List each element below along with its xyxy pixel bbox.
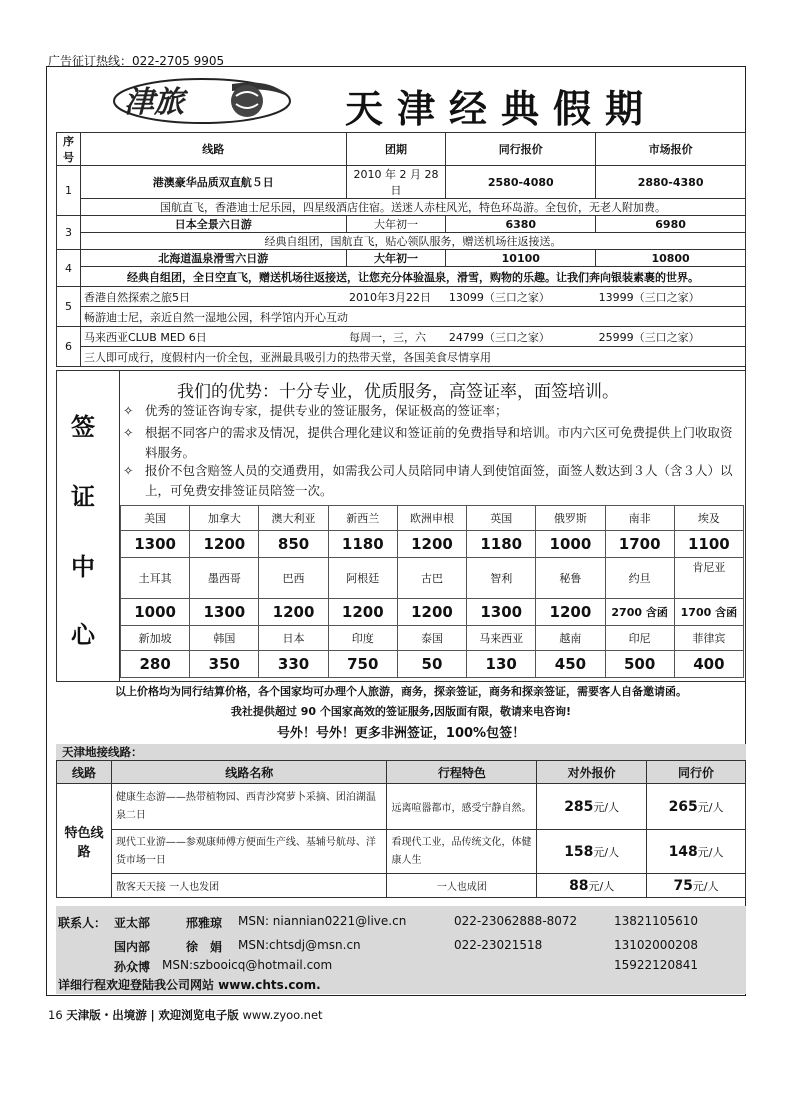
visa-bullet — [123, 401, 735, 421]
contact-dept: 亚太部 — [114, 916, 151, 930]
visa-price: 450 — [536, 651, 605, 678]
local-route-table — [56, 760, 746, 898]
contact-msn[interactable]: MSN: niannian0221@live.cn — [238, 914, 407, 928]
local-route-name: 现代工业游——参观康师傅方便面生产线、基辅号航母、洋货市场一日 — [111, 830, 387, 874]
tour-no: 6 — [57, 327, 81, 367]
visa-price: 400 — [674, 651, 743, 678]
visa-price: 1200 — [536, 599, 605, 626]
local-route-row — [57, 874, 746, 898]
visa-price: 1180 — [328, 531, 397, 558]
local-peer-price: 265元/人 — [647, 784, 746, 830]
visa-price: 1200 — [397, 599, 466, 626]
local-route-feature: 远离喧嚣都市，感受宁静自然。 — [387, 784, 537, 830]
visa-side-char: 心 — [71, 621, 95, 649]
page-title: 天津经典假期 — [345, 86, 658, 131]
tour-market-price: 25999（三口之家） — [596, 327, 746, 347]
local-route-feature: 一人也成团 — [387, 874, 537, 898]
country-name: 阿根廷 — [328, 558, 397, 599]
contact-msn[interactable]: MSN:szbooicq@hotmail.com — [162, 958, 333, 972]
country-name: 古巴 — [397, 558, 466, 599]
country-name: 韩国 — [190, 626, 259, 651]
tour-no: 5 — [57, 287, 81, 327]
tour-route: 日本全景六日游 — [80, 216, 346, 233]
visa-price: 1000 — [536, 531, 605, 558]
country-name: 英国 — [467, 506, 536, 531]
visa-price: 280 — [121, 651, 190, 678]
tour-route: 港澳豪华品质双直航５日 — [80, 166, 346, 199]
local-header: 同行价 — [647, 761, 746, 784]
tour-route: 北海道温泉滑雪六日游 — [80, 250, 346, 267]
local-routes-heading: 天津地接线路： — [56, 744, 746, 760]
visa-price: 1200 — [397, 531, 466, 558]
visa-note — [56, 682, 746, 722]
country-name: 埃及 — [674, 506, 743, 531]
contact-website[interactable]: 详细行程欢迎登陆我公司网站 www.chts.com. — [58, 978, 321, 992]
tour-desc: 畅游迪士尼，亲近自然一湿地公园，科学馆内开心互动 — [80, 307, 745, 327]
diamond-bullet-icon: ✧ — [123, 463, 134, 478]
tour-market-price: 2880-4380 — [596, 166, 746, 199]
country-name: 墨西哥 — [190, 558, 259, 599]
visa-note-line: 以上价格均为同行结算价格，各个国家均可办理个人旅游，商务，探亲签证，商务和探亲签证，需要客人自备邀请函。 — [115, 685, 687, 698]
tour-peer-price: 13099（三口之家） — [446, 287, 596, 307]
visa-price: 1100 — [674, 531, 743, 558]
tour-peer-price: 2580-4080 — [446, 166, 596, 199]
tour-desc: 三人即可成行，度假村内一价全包，亚洲最具吸引力的热带天堂，各国美食尽情享用 — [80, 347, 745, 367]
tour-no: 4 — [57, 250, 81, 287]
tour-date: 每周一，三，六 — [346, 327, 446, 347]
header-date: 团期 — [346, 133, 446, 166]
local-route-name: 健康生态游——热带植物园、西青沙窝萝卜采摘、团泊湖温泉二日 — [111, 784, 387, 830]
visa-bullet-text: 报价不包含赔签人员的交通费用，如需我公司人员陪同申请人到使馆面签，面签人数达到３人（含３人）以上，可免费安排签证员陪签一次。 — [145, 463, 733, 498]
local-header: 线路 — [57, 761, 112, 784]
country-name: 美国 — [121, 506, 190, 531]
contact-tel: 022-23021518 — [454, 938, 543, 952]
tour-desc: 国航直飞，香港迪士尼乐园，四星级酒店住宿。送迷人赤柱风光，特色环岛游。全包价，无老人附加费。 — [80, 199, 745, 216]
local-category: 特色线路 — [57, 784, 112, 898]
country-name: 欧洲申根 — [397, 506, 466, 531]
visa-price: 1200 — [190, 531, 259, 558]
tour-route: 香港自然探索之旅5日 — [80, 287, 346, 307]
local-public-price: 88元/人 — [537, 874, 647, 898]
footer-section: 天津版・出境游 — [66, 1008, 147, 1022]
header-route: 线路 — [80, 133, 346, 166]
visa-bullet — [123, 423, 735, 463]
visa-price: 330 — [259, 651, 328, 678]
visa-bullet-text: 优秀的签证咨询专家，提供专业的签证服务，保证极高的签证率； — [145, 403, 508, 418]
tour-route: 马来西亚CLUB MED 6日 — [80, 327, 346, 347]
header-peer-price: 同行报价 — [446, 133, 596, 166]
country-name: 南非 — [605, 506, 674, 531]
visa-note-line: 我社提供超过 90 个国家高效的签证服务,因版面有限，敬请来电咨询! — [230, 705, 572, 718]
visa-price: 50 — [397, 651, 466, 678]
country-name: 新西兰 — [328, 506, 397, 531]
tour-desc: 经典自组团，国航直飞，贴心领队服务，赠送机场往返接送。 — [80, 233, 745, 250]
diamond-bullet-icon: ✧ — [123, 425, 134, 440]
local-public-price: 158元/人 — [537, 830, 647, 874]
tour-date: 2010年3月22日 — [346, 287, 446, 307]
country-name: 印尼 — [605, 626, 674, 651]
contact-msn[interactable]: MSN:chtsdj@msn.cn — [238, 938, 361, 952]
visa-price: 850 — [259, 531, 328, 558]
visa-price: 750 — [328, 651, 397, 678]
contact-mobile: 15922120841 — [614, 958, 698, 972]
visa-price: 1700 — [605, 531, 674, 558]
country-name: 印度 — [328, 626, 397, 651]
country-name: 澳大利亚 — [259, 506, 328, 531]
tour-row — [57, 216, 746, 233]
tour-header-row — [57, 133, 746, 166]
visa-price: 1000 — [121, 599, 190, 626]
visa-price: 2700 含函 — [605, 599, 674, 626]
footer-url[interactable]: www.zyoo.net — [242, 1008, 323, 1022]
contact-mobile: 13102000208 — [614, 938, 698, 952]
contact-dept: 国内部 — [114, 940, 151, 954]
visa-price: 1300 — [121, 531, 190, 558]
visa-side-char: 中 — [71, 553, 95, 581]
tour-date: 大年初一 — [346, 216, 446, 233]
country-name: 俄罗斯 — [536, 506, 605, 531]
tour-table — [56, 132, 746, 367]
local-route-row — [57, 784, 746, 830]
tour-peer-price: 10100 — [446, 250, 596, 267]
local-header: 行程特色 — [387, 761, 537, 784]
country-name: 新加坡 — [121, 626, 190, 651]
contact-block — [56, 906, 746, 994]
visa-bullet-text: 根据不同客户的需求及情况，提供合理化建议和签证前的免费指导和培训。市内六区可免费提供上门收取资料服务。 — [145, 425, 733, 460]
country-name: 巴西 — [259, 558, 328, 599]
contact-tel: 022-23062888-8072 — [454, 914, 578, 928]
visa-side-char: 证 — [71, 483, 95, 511]
diamond-bullet-icon: ✧ — [123, 403, 134, 418]
country-name: 泰国 — [397, 626, 466, 651]
visa-price-table — [120, 505, 744, 678]
visa-price: 1200 — [328, 599, 397, 626]
country-name: 土耳其 — [121, 558, 190, 599]
tour-row — [57, 250, 746, 267]
logo-text: 津旅 — [124, 85, 184, 120]
visa-center — [56, 370, 746, 682]
visa-side-char: 签 — [71, 413, 95, 441]
tour-date: 2010 年 2 月 28 日 — [346, 166, 446, 199]
country-name: 日本 — [259, 626, 328, 651]
tour-no: 3 — [57, 216, 81, 250]
contact-name: 邢雅琼 — [186, 916, 223, 930]
contact-label: 联系人： — [58, 916, 107, 930]
visa-price: 130 — [467, 651, 536, 678]
local-public-price: 285元/人 — [537, 784, 647, 830]
visa-price: 1300 — [190, 599, 259, 626]
tour-date: 大年初一 — [346, 250, 446, 267]
contact-mobile: 13821105610 — [614, 914, 698, 928]
contact-name: 孙众博 — [114, 960, 151, 974]
tour-desc: 经典自组团，全日空直飞，赠送机场往返接送，让您充分体验温泉，滑雪，购物的乐趣。让我们奔向银装素裹的世界。 — [80, 267, 745, 287]
tour-market-price: 6980 — [596, 216, 746, 233]
visa-price: 350 — [190, 651, 259, 678]
header-no: 序号 — [57, 133, 81, 166]
jinlv-logo — [112, 76, 292, 126]
country-name: 秘鲁 — [536, 558, 605, 599]
local-peer-price: 148元/人 — [647, 830, 746, 874]
country-name: 肯尼亚 — [674, 558, 743, 599]
page-number: 16 — [48, 1008, 63, 1022]
tour-peer-price: 6380 — [446, 216, 596, 233]
visa-price: 1700 含函 — [674, 599, 743, 626]
tour-market-price: 13999（三口之家） — [596, 287, 746, 307]
footer-tagline: 欢迎浏览电子版 — [158, 1008, 239, 1022]
local-route-feature: 看现代工业，品传统文化，体健康人生 — [387, 830, 537, 874]
visa-extra: 号外！号外！更多非洲签证，100%包签！ — [276, 726, 526, 741]
page-footer — [48, 1007, 323, 1023]
visa-price: 1300 — [467, 599, 536, 626]
country-name: 菲律宾 — [674, 626, 743, 651]
tour-row — [57, 327, 746, 347]
tour-peer-price: 24799（三口之家） — [446, 327, 596, 347]
visa-bullet — [123, 461, 735, 501]
local-header: 对外报价 — [537, 761, 647, 784]
local-peer-price: 75元/人 — [647, 874, 746, 898]
tour-no: 1 — [57, 166, 81, 216]
visa-side-label — [57, 371, 120, 681]
ad-hotline: 广告征订热线：022-2705 9905 — [48, 54, 225, 68]
local-header: 线路名称 — [111, 761, 387, 784]
visa-price: 1200 — [259, 599, 328, 626]
tour-row — [57, 166, 746, 199]
country-name: 约旦 — [605, 558, 674, 599]
tour-row — [57, 287, 746, 307]
visa-headline: 我们的优势：十分专业，优质服务，高签证率，面签培训。 — [177, 382, 619, 402]
local-route-name: 散客天天接 一人也发团 — [111, 874, 387, 898]
tour-market-price: 10800 — [596, 250, 746, 267]
local-route-row — [57, 830, 746, 874]
country-name: 越南 — [536, 626, 605, 651]
country-name: 加拿大 — [190, 506, 259, 531]
country-name: 智利 — [467, 558, 536, 599]
visa-price: 1180 — [467, 531, 536, 558]
visa-price: 500 — [605, 651, 674, 678]
country-name: 马来西亚 — [467, 626, 536, 651]
footer-separator: | — [150, 1008, 155, 1022]
header-market-price: 市场报价 — [596, 133, 746, 166]
contact-name: 徐 娟 — [186, 940, 223, 954]
